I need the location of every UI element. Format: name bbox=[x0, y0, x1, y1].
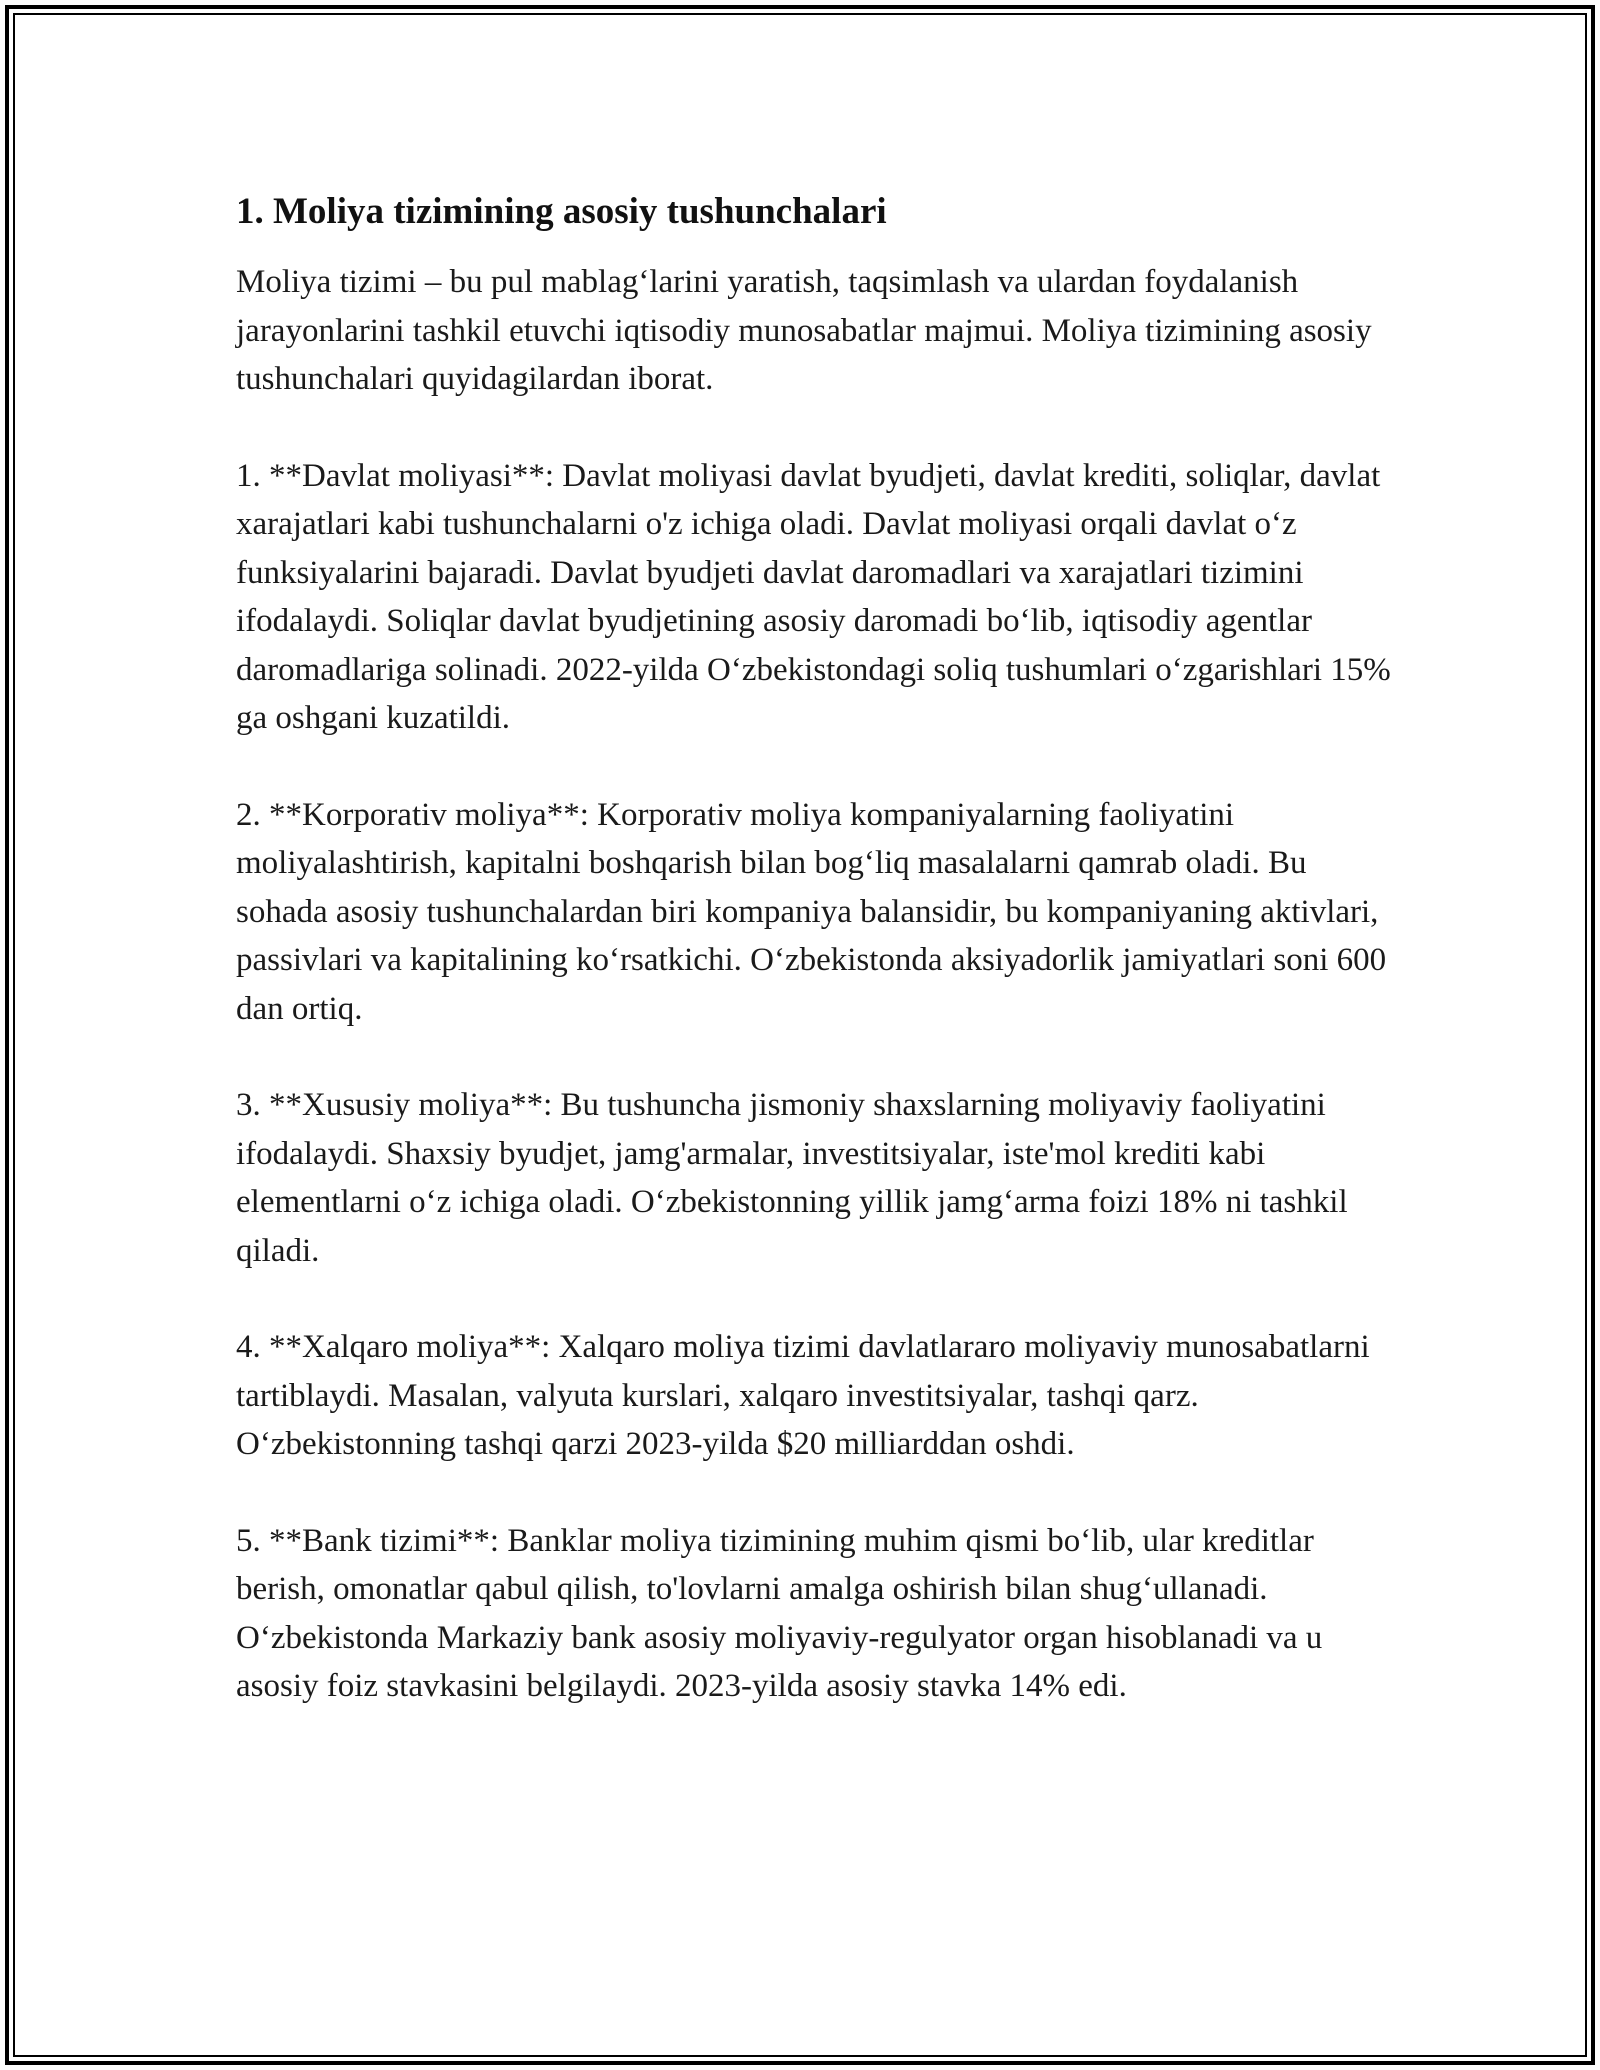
paragraph-xalqaro-moliya: 4. **Xalqaro moliya**: Xalqaro moliya tizimi davlatlararo moliyaviy munosabatlarni tartiblaydi. Masalan, valyuta kurslari, xalqaro investitsiyalar, tashqi qarz. O‘zbekistonning tashqi qarzi 2023-yilda $20 milliarddan oshdi. bbox=[236, 1329, 1370, 1462]
document-body bbox=[236, 188, 1396, 1759]
paragraph-bank-tizimi: 5. **Bank tizimi**: Banklar moliya tizimining muhim qismi bo‘lib, ular kreditlar berish, omonatlar qabul qilish, to'lovlarni amalga oshirish bilan shug‘ullanadi. O‘zbekistonda Markaziy bank asosiy moliyaviy-regulyator organ hisoblanadi va u asosiy foiz stavkasini belgilaydi. 2023-yilda asosiy stavka 14% edi. bbox=[236, 1522, 1323, 1704]
page-title: 1. Moliya tizimining asosiy tushunchalari bbox=[236, 191, 887, 232]
paragraph-korporativ-moliya: 2. **Korporativ moliya**: Korporativ moliya kompaniyalarning faoliyatini moliyalashtirish, kapitalni boshqarish bilan bog‘liq masalalarni qamrab oladi. Bu sohada asosiy tushunchalardan biri kompaniya balansidir, bu kompaniyaning aktivlari, passivlari va kapitalining ko‘rsatkichi. O‘zbekistonda aksiyadorlik jamiyatlari soni 600 dan ortiq. bbox=[236, 796, 1387, 1027]
intro-paragraph: Moliya tizimi – bu pul mablag‘larini yaratish, taqsimlash va ulardan foydalanish jarayonlarini tashkil etuvchi iqtisodiy munosabatlar majmui. Moliya tizimining asosiy tushunchalari quyidagilardan iborat. bbox=[236, 264, 1372, 397]
paragraph-davlat-moliyasi: 1. **Davlat moliyasi**: Davlat moliyasi davlat byudjeti, davlat krediti, soliqlar, davlat xarajatlari kabi tushunchalarni o'z ichiga oladi. Davlat moliyasi orqali davlat o‘z funksiyalarini bajaradi. Davlat byudjeti davlat daromadlari va xarajatlari tizimini ifodalaydi. Soliqlar davlat byudjetining asosiy daromadi bo‘lib, iqtisodiy agentlar daromadlariga solinadi. 2022-yilda O‘zbekistondagi soliq tushumlari o‘zgarishlari 15% ga oshgani kuzatildi. bbox=[236, 457, 1391, 736]
paragraph-xususiy-moliya: 3. **Xususiy moliya**: Bu tushuncha jismoniy shaxslarning moliyaviy faoliyatini ifodalaydi. Shaxsiy byudjet, jamg'armalar, investitsiyalar, iste'mol krediti kabi elementlarni o‘z ichiga oladi. O‘zbekistonning yillik jamg‘arma foizi 18% ni tashkil qiladi. bbox=[236, 1087, 1348, 1269]
